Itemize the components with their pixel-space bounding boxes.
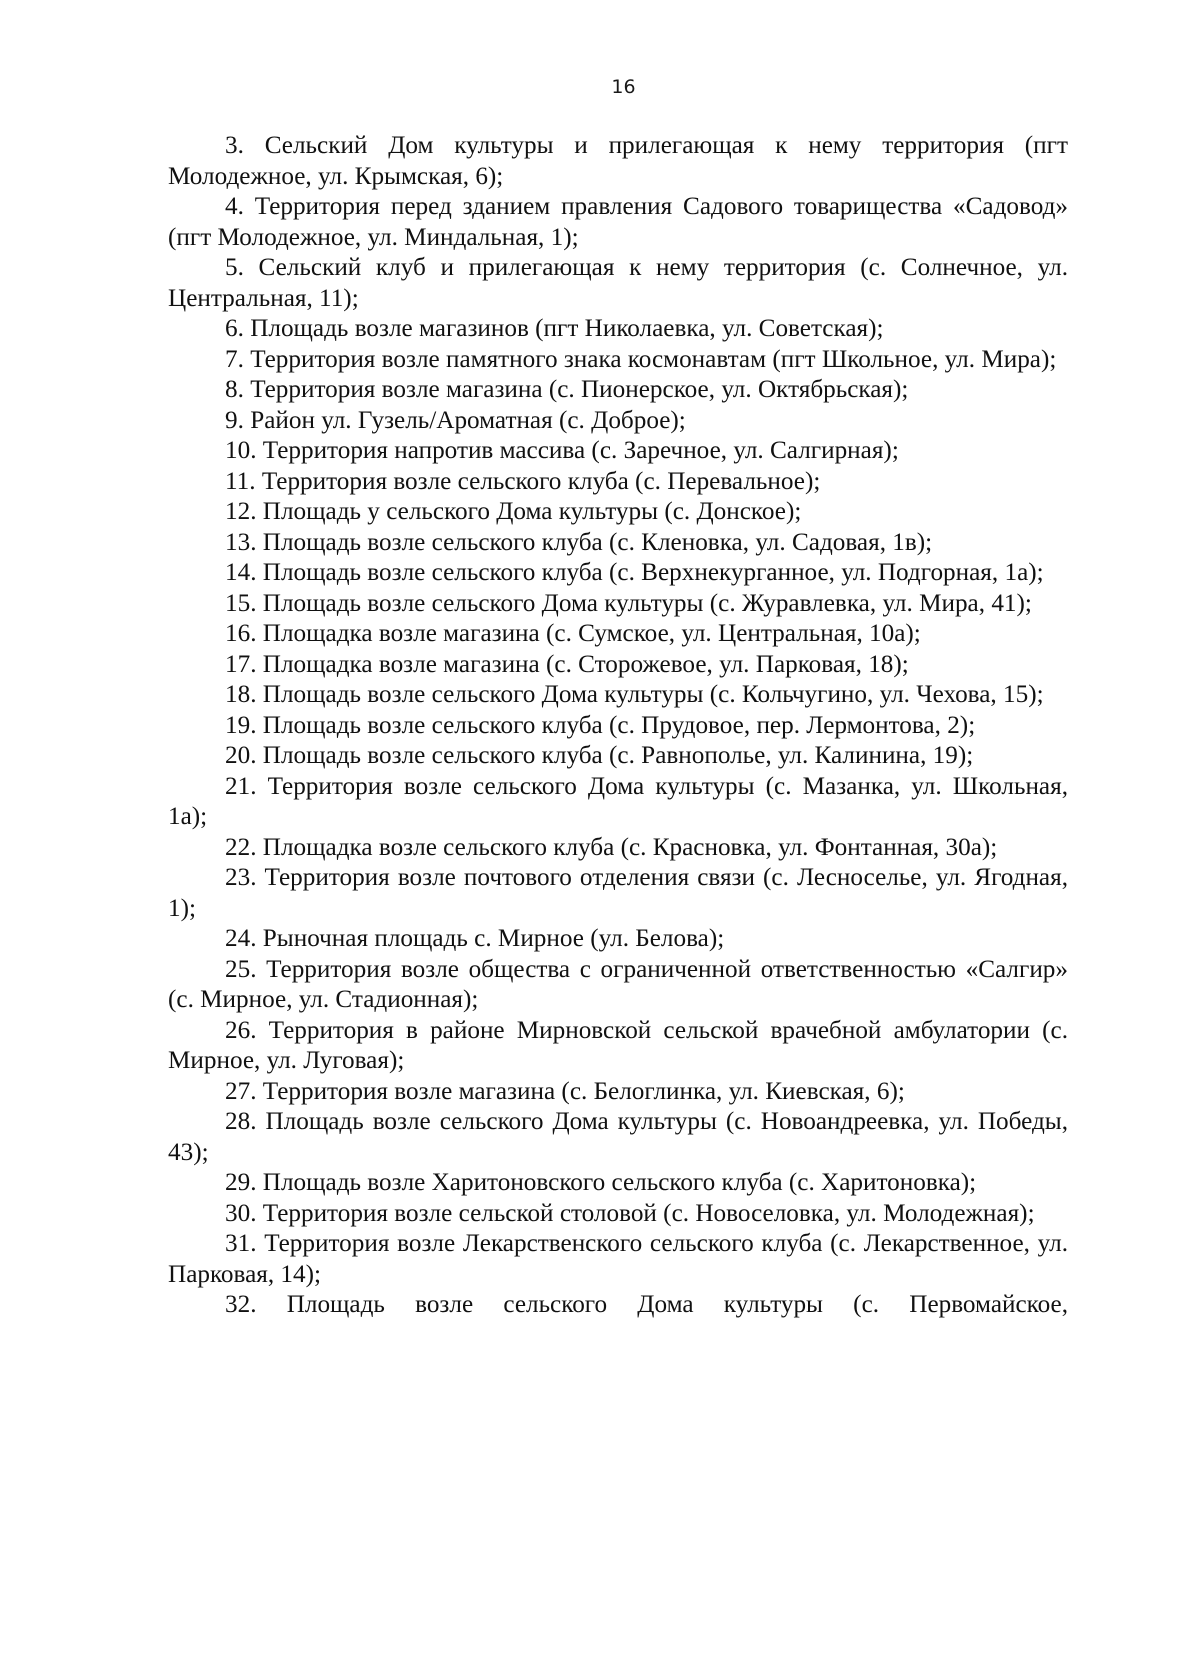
page-number: 16 <box>611 76 636 98</box>
list-item: 12. Площадь у сельского Дома культуры (с. Донское); <box>225 498 802 525</box>
list-item: 16. Площадка возле магазина (с. Сумское, ул. Центральная, 10а); <box>225 620 921 647</box>
location-list <box>168 131 1068 1321</box>
list-item: 30. Территория возле сельской столовой (с. Новоселовка, ул. Молодежная); <box>225 1199 1035 1227</box>
list-item: 3. Сельский Дом культуры и прилегающая к нему территория (пгт Молодежное, ул. Крымская, 6); <box>168 132 1068 190</box>
list-item: 31. Территория возле Лекарственского сельского клуба (с. Лекарственное, ул. Парковая, 14); <box>168 1230 1068 1288</box>
list-item: 26. Территория в районе Мирновской сельской врачебной амбулатории (с. Мирное, ул. Луговая); <box>168 1016 1068 1074</box>
list-item: 11. Территория возле сельского клуба (с. Перевальное); <box>225 467 821 495</box>
list-item: 27. Территория возле магазина (с. Белоглинка, ул. Киевская, 6); <box>225 1077 905 1105</box>
list-item: 19. Площадь возле сельского клуба (с. Прудовое, пер. Лермонтова, 2); <box>225 711 976 739</box>
list-item: 8. Территория возле магазина (с. Пионерское, ул. Октябрьская); <box>225 376 909 403</box>
list-item: 32. Площадь возле сельского Дома культуры (с. Первомайское, <box>225 1291 1068 1318</box>
list-item: 4. Территория перед зданием правления Садового товарищества «Садовод» (пгт Молодежное, ул. Миндальная, 1); <box>168 193 1068 251</box>
list-item: 6. Площадь возле магазинов (пгт Николаевка, ул. Советская); <box>225 315 884 342</box>
list-item: 25. Территория возле общества с ограниченной ответственностью «Салгир» (с. Мирное, ул. Стадионная); <box>168 955 1068 1013</box>
list-item: 20. Площадь возле сельского клуба (с. Равнополье, ул. Калинина, 19); <box>225 742 974 769</box>
list-item: 5. Сельский клуб и прилегающая к нему территория (с. Солнечное, ул. Центральная, 11); <box>168 254 1068 312</box>
list-item: 29. Площадь возле Харитоновского сельского клуба (с. Харитоновка); <box>225 1169 977 1196</box>
list-item: 23. Территория возле почтового отделения связи (с. Лесноселье, ул. Ягодная, 1); <box>168 864 1068 922</box>
list-item: 22. Площадка возле сельского клуба (с. Красновка, ул. Фонтанная, 30а); <box>225 833 998 861</box>
list-item: 21. Территория возле сельского Дома культуры (с. Мазанка, ул. Школьная, 1а); <box>168 772 1068 830</box>
list-item: 9. Район ул. Гузель/Ароматная (с. Доброе); <box>225 406 686 434</box>
list-item: 17. Площадка возле магазина (с. Сторожевое, ул. Парковая, 18); <box>225 650 909 678</box>
list-item: 28. Площадь возле сельского Дома культуры (с. Новоандреевка, ул. Победы, 43); <box>168 1108 1068 1166</box>
list-item: 24. Рыночная площадь с. Мирное (ул. Белова); <box>225 925 725 952</box>
list-item: 7. Территория возле памятного знака космонавтам (пгт Школьное, ул. Мира); <box>225 345 1057 373</box>
list-item: 15. Площадь возле сельского Дома культуры (с. Журавлевка, ул. Мира, 41); <box>225 589 1032 617</box>
list-item: 14. Площадь возле сельского клуба (с. Верхнекурганное, ул. Подгорная, 1а); <box>225 559 1044 586</box>
list-item: 13. Площадь возле сельского клуба (с. Кленовка, ул. Садовая, 1в); <box>225 528 933 556</box>
list-item: 10. Территория напротив массива (с. Заречное, ул. Салгирная); <box>225 437 899 464</box>
list-item: 18. Площадь возле сельского Дома культуры (с. Кольчугино, ул. Чехова, 15); <box>225 681 1044 708</box>
